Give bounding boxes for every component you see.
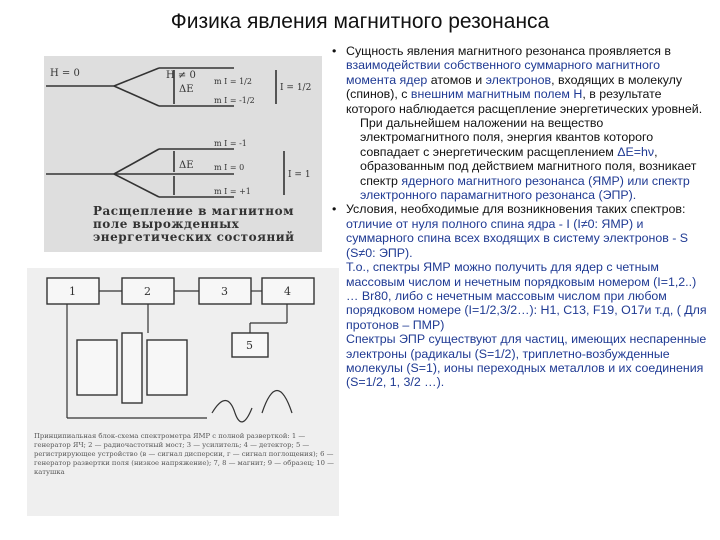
- p1-span-1: взаимодействии собственного суммарного магнитного момента ядер: [346, 58, 661, 87]
- dispersion-signal: [212, 401, 252, 422]
- paragraph-epr-particles: Спектры ЭПР существуют для частиц, имеющих неспаренные электроны (радикалы (S=1/2), триплетно-возбужденные молекулы (S=1), ионы переходных металлов и их соединения (S=1/2, 1, 3/2 …).: [346, 332, 707, 390]
- label-h-zero: H = 0: [50, 68, 80, 79]
- label-h-nonzero: H ≠ 0: [166, 70, 196, 81]
- p1-span-6: , в результате которого наблюдается расщепление энергетических уровней.: [346, 87, 703, 116]
- label-i-half: I = 1/2: [280, 83, 312, 93]
- spectrometer-caption: Принципиальная блок-схема спектрометра ЯМР с полной разверткой: 1 — генератор ЯЧ; 2 — радиочастотный мост; 3 — усилитель; 4 — детектор; 5 — регистрирующее устройство (в — сигнал дисперсии, г — сигнал поглощения); 6 — генератор развертки поля (низкое напряжение); 7, 8 — магнит; 9 — образец; 10 — катушка: [34, 432, 334, 476]
- p2-span-3: ядерного магнитного резонанса (ЯМР) или спектр электронного парамагнитного резонанса (ЭПР).: [360, 173, 690, 203]
- sample-coil: [122, 333, 142, 403]
- paragraph-nmr-nuclei: Т.о., спектры ЯМР можно получить для ядер с четным массовым числом и нечетным порядковым номером (I=1,2..) … Br80, либо с нечетным массовым числом при любом порядковом номере (I=1/2,3/2…): Н1, С13, F19, О17и т.д, ( Для протонов – ПМР): [346, 260, 707, 332]
- magnet-left: [77, 340, 117, 395]
- p3-span-1: отличие от нуля полного спина ядра - I (I≠0: ЯМР) и суммарного спина всех входящих в систему электронов - S (S≠0: ЭПР).: [346, 216, 689, 260]
- block-label-1: 1: [69, 285, 76, 298]
- splitting-caption: Расщепление в магнитном поле вырожденных энергетических состояний: [93, 204, 295, 244]
- label-delta-e: ΔE: [179, 84, 194, 95]
- spectrometer-figure: [27, 268, 339, 516]
- text-column: [332, 44, 712, 390]
- p1-span-3: электронов: [485, 72, 552, 87]
- label-m-0: m I = 0: [214, 163, 245, 172]
- p2-span-0: При дальнейшем наложении на вещество электромагнитного поля, энергия квантов которого совпадает с энергетическим расщеплением: [360, 116, 654, 159]
- label-delta-e-2: ΔE: [179, 160, 194, 171]
- block-label-5: 5: [246, 339, 253, 352]
- absorption-signal: [262, 391, 292, 414]
- p2-span-2: , образованным под действием магнитного поля, возникает спектр: [360, 144, 697, 188]
- label-m-half-neg: m I = -1/2: [214, 96, 255, 105]
- p1-span-2: атомов и: [427, 72, 486, 87]
- block-label-3: 3: [221, 285, 228, 298]
- p2-span-1: ΔЕ=hν: [617, 144, 655, 159]
- p1-span-0: Сущность явления магнитного резонанса проявляется в: [346, 44, 671, 58]
- page-title: Физика явления магнитного резонанса: [170, 10, 550, 33]
- paragraph-essence: [332, 44, 712, 116]
- magnet-right: [147, 340, 187, 395]
- bullet: •: [332, 202, 337, 217]
- p3-span-0: Условия, необходимые для возникновения таких спектров:: [346, 202, 686, 217]
- paragraph-spectra: [346, 116, 712, 202]
- label-i-one: I = 1: [288, 170, 311, 180]
- bullet: •: [332, 44, 337, 58]
- label-m-neg1: m I = -1: [214, 139, 247, 148]
- label-m-half-pos: m I = 1/2: [214, 77, 252, 86]
- paragraph-conditions: [332, 202, 712, 260]
- p1-span-5: внешним магнитным полем Н: [410, 87, 583, 102]
- label-m-pos1: m I = +1: [214, 187, 251, 196]
- block-label-2: 2: [144, 285, 151, 298]
- block-diagram: [27, 268, 339, 433]
- p1-span-4: , входящих в молекулу (спинов), с: [346, 72, 683, 102]
- block-label-4: 4: [284, 285, 291, 298]
